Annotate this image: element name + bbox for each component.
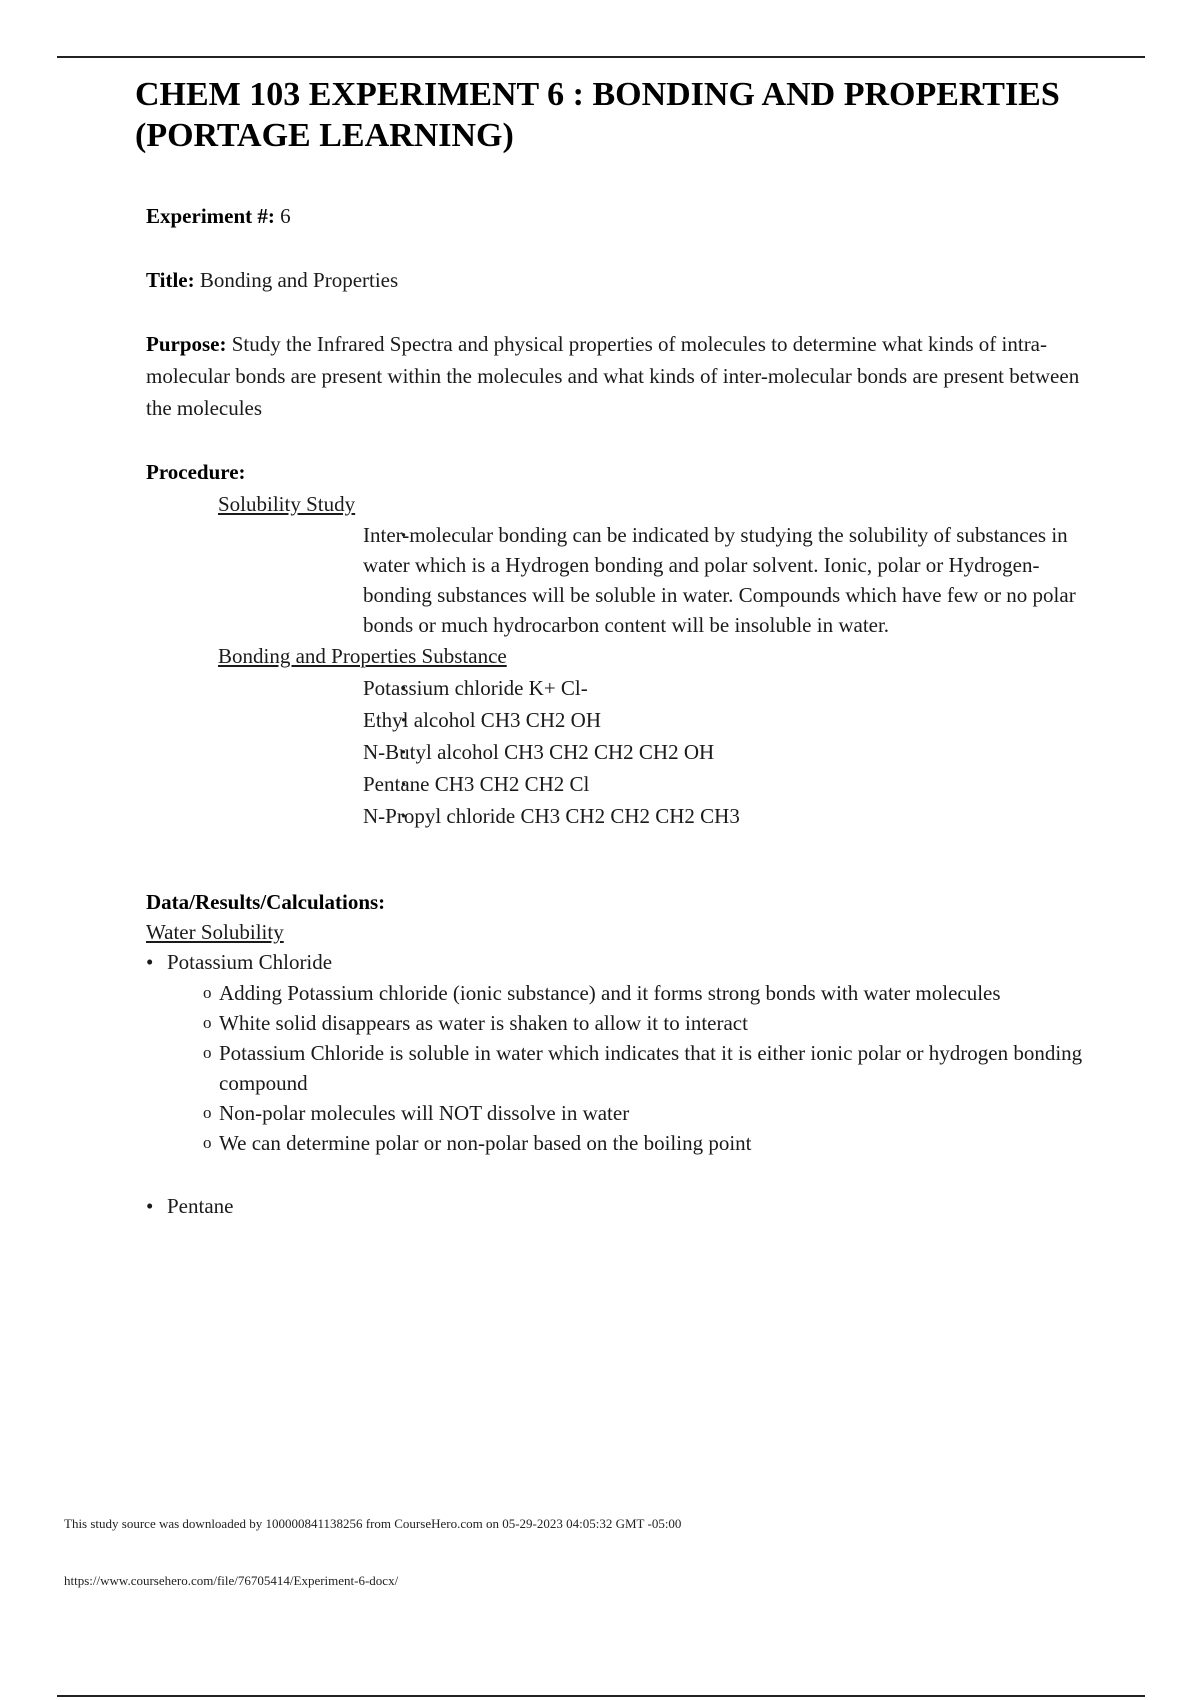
purpose-label: Purpose: [146, 332, 227, 356]
bullet-icon: • [146, 950, 154, 974]
substance-item: · Potassium chloride K+ Cl- [218, 672, 1106, 704]
download-source-note: This study source was downloaded by 100000841138256 from CourseHero.com on 05-29-2023 04:05:32 GMT -05:00 [64, 1516, 682, 1531]
procedure-heading: Procedure: [146, 460, 246, 484]
observation-item: o Adding Potassium chloride (ionic substance) and it forms strong bonds with water molecules [167, 978, 1106, 1008]
document-title: CHEM 103 EXPERIMENT 6 : BONDING AND PROPERTIES (PORTAGE LEARNING) [135, 76, 1060, 154]
experiment-number-field [146, 200, 1106, 232]
substance-item: · N-Butyl alcohol CH3 CH2 CH2 CH2 OH [218, 736, 1106, 768]
bottom-rule [57, 1695, 1145, 1697]
bullet-icon: • [146, 1194, 154, 1218]
experiment-number-label: Experiment #: [146, 204, 275, 228]
substances-heading: Bonding and Properties Substance [218, 644, 507, 668]
procedure-section [146, 488, 1106, 832]
substance-item: · Ethyl alcohol CH3 CH2 OH [218, 704, 1106, 736]
title-label: Title: [146, 268, 195, 292]
top-rule [57, 56, 1145, 58]
observation-list [167, 978, 1106, 1158]
purpose-value: Study the Infrared Spectra and physical properties of molecules to determine what kinds of intra-molecular bonds are present within the molecules and what kinds of inter-molecular bonds are present between the molecules [146, 332, 1080, 420]
solubility-study-item: · Inter-molecular bonding can be indicated by studying the solubility of substances in water which is a Hydrogen bonding and polar solvent. Ionic, polar or Hydrogen-bonding substances will be soluble in water. Compounds which have few or no polar bonds or much hydrocarbon content will be insoluble in water. [218, 520, 1106, 640]
experiment-number-value: 6 [274, 204, 291, 228]
document-body [146, 200, 1106, 1222]
observation-item: o Potassium Chloride is soluble in water which indicates that it is either ionic polar or hydrogen bonding compound [167, 1038, 1106, 1098]
observation-item: o White solid disappears as water is shaken to allow it to interact [167, 1008, 1106, 1038]
substances-list [218, 672, 1106, 832]
observation-item: o Non-polar molecules will NOT dissolve in water [167, 1098, 1106, 1128]
solubility-study-heading: Solubility Study [218, 492, 356, 516]
substance-entry-name: Pentane [167, 1194, 234, 1218]
observation-item: o We can determine polar or non-polar based on the boiling point [167, 1128, 1106, 1158]
substance-entry-name: Potassium Chloride [167, 950, 333, 974]
data-results-heading: Data/Results/Calculations: [146, 890, 386, 914]
source-url: https://www.coursehero.com/file/76705414/Experiment-6-docx/ [64, 1573, 399, 1588]
purpose-field [146, 328, 1106, 424]
title-field [146, 264, 1106, 296]
substance-item: · N-Propyl chloride CH3 CH2 CH2 CH2 CH3 [218, 800, 1106, 832]
solubility-study-list [218, 520, 1106, 640]
title-value: Bonding and Properties [194, 268, 399, 292]
water-solubility-list [146, 946, 1106, 1222]
substance-entry-potassium-chloride [146, 946, 1106, 1158]
water-solubility-heading: Water Solubility [146, 920, 284, 944]
substance-entry-pentane [146, 1190, 1106, 1222]
substance-item: · Pentane CH3 CH2 CH2 Cl [218, 768, 1106, 800]
